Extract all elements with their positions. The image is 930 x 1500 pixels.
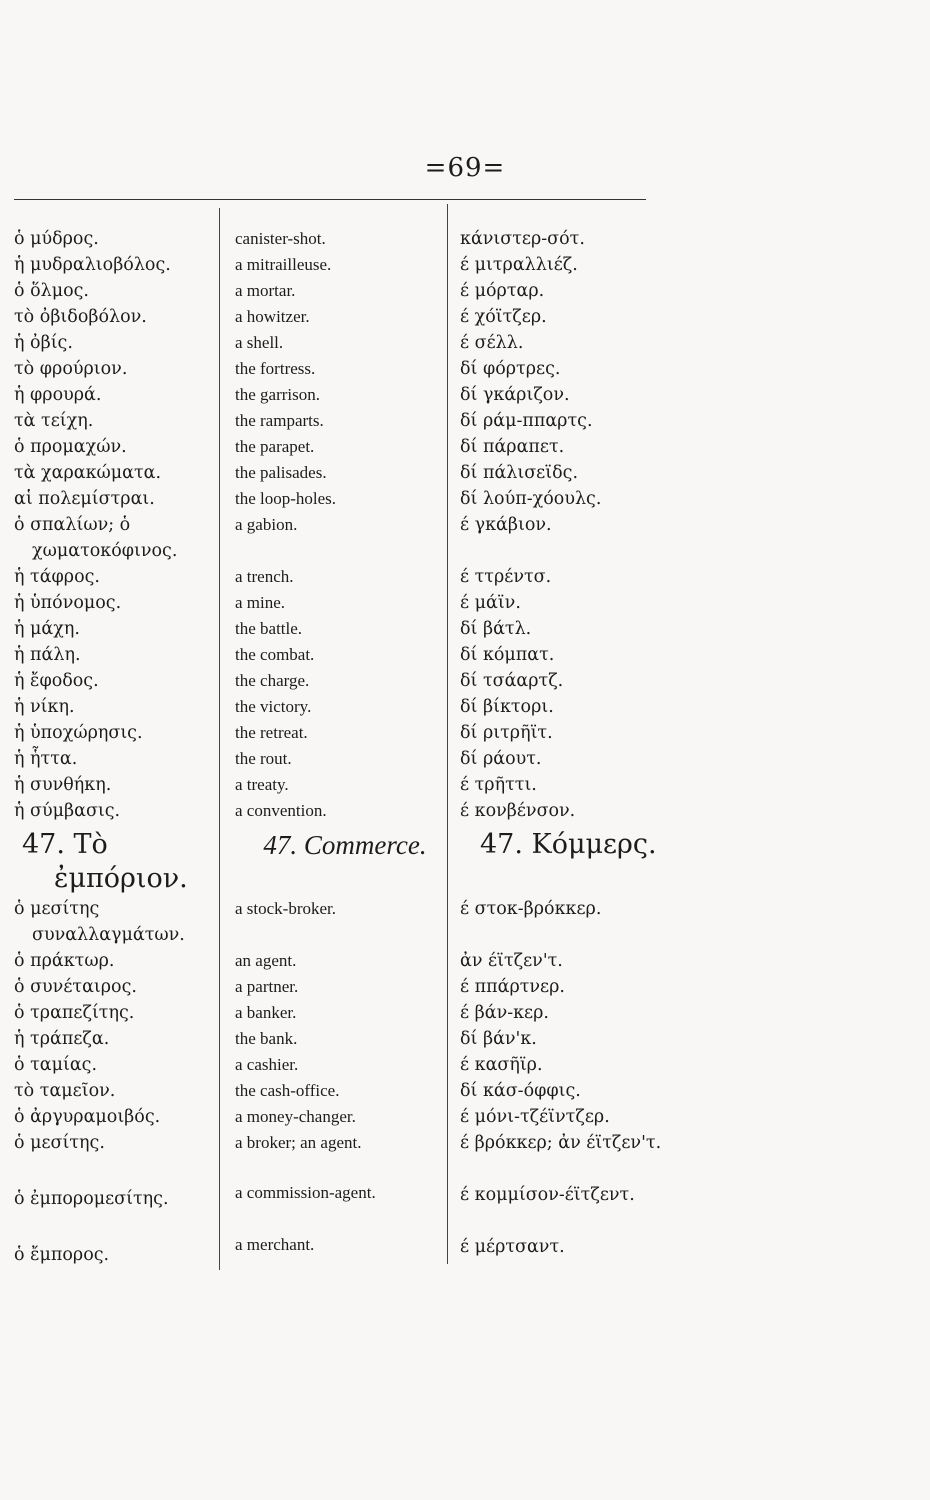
greek-entry: ἡ πάλη. (14, 645, 81, 665)
greek-entry: ὁ ὅλμος. (14, 281, 89, 301)
pronunciation-entry: έ μάϊν. (460, 593, 521, 613)
english-entry: a commission-agent. (235, 1183, 376, 1202)
english-entry: a partner. (235, 977, 299, 996)
greek-entry: αἱ πολεμίστραι. (14, 489, 155, 509)
english-entry: the battle. (235, 619, 303, 638)
pronunciation-entry: κάνιστερ-σότ. (460, 229, 585, 249)
english-entry: the retreat. (235, 723, 308, 742)
pronunciation-entry: δί ράμ-ππαρτς. (460, 411, 593, 431)
pronunciation-entry: δί τσάαρτζ. (460, 671, 564, 691)
pronunciation-entry: δί βάν'κ. (460, 1029, 537, 1049)
pronunciation-entry: δί πάραπετ. (460, 437, 565, 457)
pronunciation-entry: δί κάσ-όφφις. (460, 1081, 581, 1101)
english-entry: a shell. (235, 333, 284, 352)
greek-entry: ὁ ἔμπορος. (14, 1245, 110, 1265)
greek-entry: ἡ σύμβασις. (14, 801, 121, 821)
greek-entry: τὸ ὀβιδοβόλον. (14, 307, 147, 327)
english-entry: an agent. (235, 951, 297, 970)
greek-entry: ὁ μύδρος. (14, 229, 99, 249)
pronunciation-entry: έ στοκ-βρόκκερ. (460, 899, 602, 919)
pronunciation-entry: έ κονβένσον. (460, 801, 576, 821)
english-entry: a stock-broker. (235, 899, 337, 918)
greek-entry: τὰ χαρακώματα. (14, 463, 162, 483)
greek-entry: ὁ συνέταιρος. (14, 977, 137, 997)
pronunciation-column (460, 226, 690, 1260)
header-rule (14, 199, 646, 200)
pronunciation-entry: έ ππάρτνερ. (460, 977, 565, 997)
greek-entry: ὁ σπαλίων; ὁ χωματοκόφινος. (14, 515, 178, 561)
pronunciation-entry: δί βάτλ. (460, 619, 532, 639)
english-entry: a howitzer. (235, 307, 310, 326)
greek-column (14, 226, 219, 1268)
pronunciation-entry: έ μόρταρ. (460, 281, 545, 301)
greek-entry: ἡ νίκη. (14, 697, 75, 717)
english-column (235, 226, 455, 1258)
pronunciation-entry: έ βρόκκερ; ἀν έϊτζεν'τ. (460, 1133, 662, 1153)
english-entry: the fortress. (235, 359, 316, 378)
english-entry: a banker. (235, 1003, 297, 1022)
greek-entry: ἡ ἔφοδος. (14, 671, 99, 691)
section-heading-english: 47. Commerce. (263, 830, 427, 860)
english-entry: canister-shot. (235, 229, 326, 248)
pronunciation-entry: δί φόρτρες. (460, 359, 561, 379)
greek-entry: ὁ μεσίτης. (14, 1133, 105, 1153)
greek-entry: ὁ προμαχών. (14, 437, 127, 457)
english-entry: the garrison. (235, 385, 320, 404)
greek-entry: ἡ ἧττα. (14, 749, 78, 769)
pronunciation-entry: ἀν έϊτζεν'τ. (460, 951, 563, 971)
greek-entry: ὁ τραπεζίτης. (14, 1003, 135, 1023)
section-heading-pronunciation: 47. Κόμμερς. (480, 829, 657, 860)
english-entry: a cashier. (235, 1055, 299, 1074)
pronunciation-entry: έ μέρτσαντ. (460, 1237, 565, 1257)
greek-entry: ἡ συνθήκη. (14, 775, 112, 795)
english-entry: a convention. (235, 801, 327, 820)
pronunciation-entry: δί κόμπατ. (460, 645, 555, 665)
english-entry: the rout. (235, 749, 292, 768)
greek-entry: τὰ τείχη. (14, 411, 94, 431)
english-entry: the combat. (235, 645, 315, 664)
english-entry: a money-changer. (235, 1107, 356, 1126)
english-entry: the cash-office. (235, 1081, 340, 1100)
pronunciation-entry: έ γκάβιον. (460, 515, 552, 535)
english-entry: a mine. (235, 593, 286, 612)
pronunciation-entry: έ κομμίσον-έϊτζεντ. (460, 1185, 635, 1205)
greek-entry: ἡ μυδραλιοβόλος. (14, 255, 171, 275)
english-entry: a mitrailleuse. (235, 255, 332, 274)
english-entry: a gabion. (235, 515, 298, 534)
greek-entry: ὁ ἀργυραμοιβός. (14, 1107, 161, 1127)
pronunciation-entry: δί πάλισεϊδς. (460, 463, 579, 483)
greek-entry: ἡ μάχη. (14, 619, 80, 639)
english-entry: the parapet. (235, 437, 315, 456)
greek-entry: ἡ τάφρος. (14, 567, 100, 587)
pronunciation-entry: δί λούπ-χόουλς. (460, 489, 602, 509)
pronunciation-entry: δί ριτρῆϊτ. (460, 723, 553, 743)
pronunciation-entry: έ χόϊτζερ. (460, 307, 547, 327)
greek-entry: τὸ ταμεῖον. (14, 1081, 116, 1101)
pronunciation-entry: έ βάν-κερ. (460, 1003, 549, 1023)
pronunciation-entry: έ σέλλ. (460, 333, 524, 353)
greek-entry: ὁ πράκτωρ. (14, 951, 115, 971)
column-divider-left (219, 208, 220, 1270)
greek-entry: ὁ ταμίας. (14, 1055, 98, 1075)
english-entry: a merchant. (235, 1235, 315, 1254)
pronunciation-entry: δί γκάριζον. (460, 385, 570, 405)
greek-entry: ἡ ὑποχώρησις. (14, 723, 143, 743)
pronunciation-entry: έ κασῆϊρ. (460, 1055, 543, 1075)
english-entry: a treaty. (235, 775, 289, 794)
section-heading-greek: 47. Τὸ ἐμπόριον. (22, 829, 188, 894)
english-entry: a mortar. (235, 281, 296, 300)
greek-entry: ὁ μεσίτης συναλλαγμάτων. (14, 899, 185, 945)
pronunciation-entry: δί βίκτορι. (460, 697, 554, 717)
english-entry: the charge. (235, 671, 310, 690)
english-entry: the palisades. (235, 463, 327, 482)
english-entry: the bank. (235, 1029, 298, 1048)
greek-entry: ἡ τράπεζα. (14, 1029, 110, 1049)
pronunciation-entry: δί ράουτ. (460, 749, 542, 769)
page-number: =69= (424, 153, 506, 183)
english-entry: the loop-holes. (235, 489, 337, 508)
pronunciation-entry: έ μόνι-τζέϊντζερ. (460, 1107, 610, 1127)
pronunciation-entry: έ τρῆττι. (460, 775, 537, 795)
english-entry: a trench. (235, 567, 294, 586)
english-entry: a broker; an agent. (235, 1133, 362, 1152)
pronunciation-entry: έ μιτραλλιέζ. (460, 255, 578, 275)
greek-entry: τὸ φρούριον. (14, 359, 128, 379)
greek-entry: ἡ φρουρά. (14, 385, 102, 405)
english-entry: the victory. (235, 697, 312, 716)
greek-entry: ὁ ἐμπορομεσίτης. (14, 1189, 169, 1209)
english-entry: the ramparts. (235, 411, 324, 430)
greek-entry: ἡ ὀβίς. (14, 333, 73, 353)
greek-entry: ἡ ὑπόνομος. (14, 593, 122, 613)
pronunciation-entry: έ ττρέντσ. (460, 567, 552, 587)
